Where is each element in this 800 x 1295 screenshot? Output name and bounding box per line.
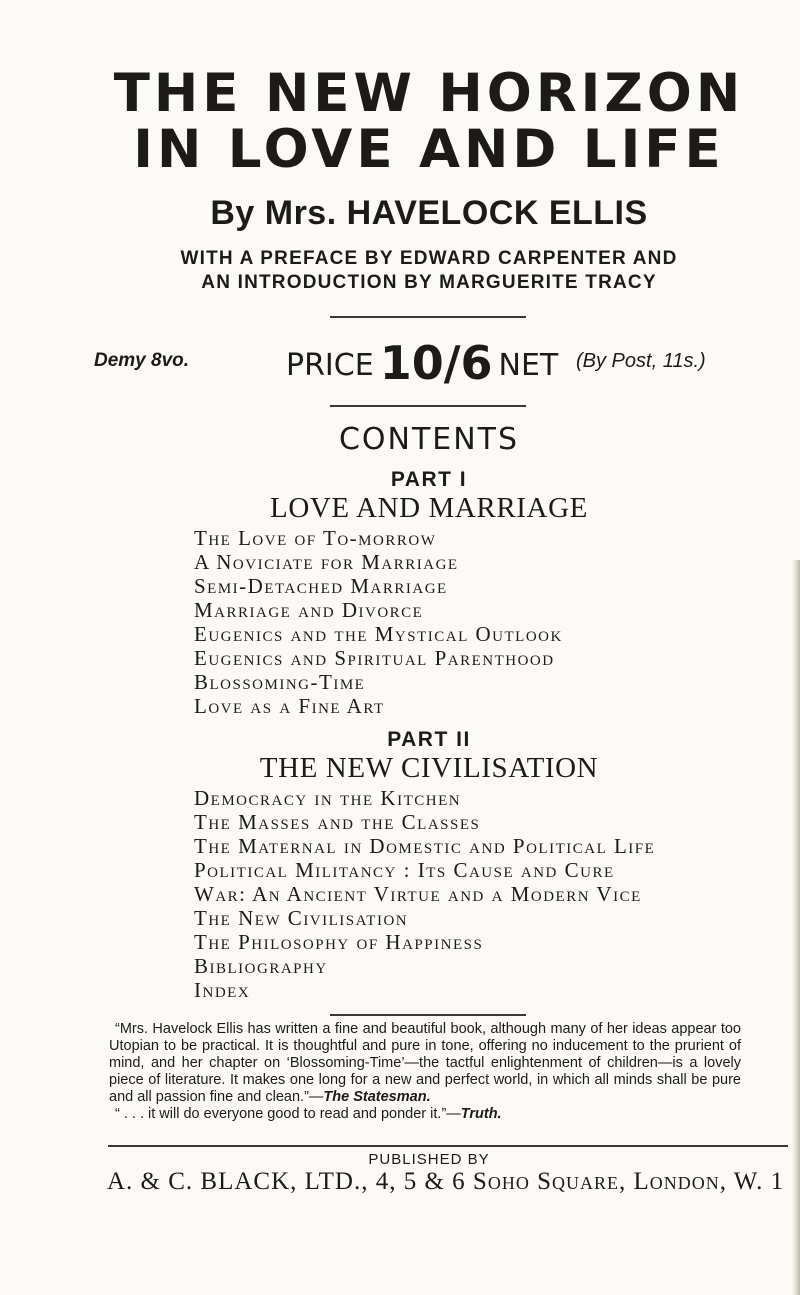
format-label: Demy 8vo. <box>94 350 190 371</box>
chapter-item: Bibliography <box>194 954 328 978</box>
book-title-line-2: IN LOVE AND LIFE <box>133 119 725 180</box>
part-label: PART II <box>387 728 471 751</box>
review-text: “Mrs. Havelock Ellis has written a fine and beautiful book, although many of her ideas appear too Utopian to be practical. It is thoughtful and pure in tone, offering no inducement to the prurient of mind, and her chapter on ‘Blossoming-Time’—the tactful enlightenment of children—is a lovely piece of literature. It makes one long for a new and perfect world, in which all minds shall be pure and all passion fine and clean.”— <box>109 1021 741 1105</box>
divider-rule <box>330 405 526 407</box>
part-title: LOVE AND MARRIAGE <box>270 492 588 524</box>
part-label: PART I <box>390 468 468 491</box>
press-reviews <box>109 1021 741 1123</box>
preface-line-1: WITH A PREFACE BY EDWARD CARPENTER AND <box>180 248 678 269</box>
published-by-label: PUBLISHED BY <box>368 1151 490 1168</box>
chapter-item: Blossoming-Time <box>194 670 366 694</box>
author-byline: By Mrs. HAVELOCK ELLIS <box>210 194 648 232</box>
contents-heading: CONTENTS <box>338 422 520 457</box>
review-text: “ . . . it will do everyone good to read and ponder it.”— <box>115 1106 461 1122</box>
review-quote <box>109 1106 741 1123</box>
chapter-item: The Masses and the Classes <box>194 810 481 834</box>
part-title: THE NEW CIVILISATION <box>259 752 599 784</box>
chapter-item: Index <box>194 978 251 1002</box>
publisher-line <box>107 1168 784 1196</box>
publisher-address: 4, 5 & 6 Soho Square, London, W. 1 <box>375 1168 785 1195</box>
book-title-line-1: THE NEW HORIZON <box>113 63 745 124</box>
divider-rule <box>108 1145 788 1147</box>
chapter-list <box>194 526 563 718</box>
chapter-item: War: An Ancient Virtue and a Modern Vice <box>194 882 642 906</box>
chapter-item: Eugenics and the Mystical Outlook <box>194 622 563 646</box>
price-suffix: NET <box>498 348 559 383</box>
chapter-item: Marriage and Divorce <box>194 598 424 622</box>
price-text <box>286 336 558 390</box>
divider-rule <box>330 316 526 318</box>
review-quote <box>109 1021 741 1106</box>
page-edge-shadow <box>792 560 800 1295</box>
chapter-item: Love as a Fine Art <box>194 694 385 718</box>
postage-note: (By Post, 11s.) <box>576 350 706 372</box>
chapter-item: The New Civilisation <box>194 906 409 930</box>
chapter-item: A Noviciate for Marriage <box>194 550 459 574</box>
divider-rule <box>330 1014 526 1016</box>
preface-line-2: AN INTRODUCTION BY MARGUERITE TRACY <box>201 272 657 293</box>
review-source: Truth. <box>460 1106 502 1122</box>
chapter-item: The Maternal in Domestic and Political Life <box>194 834 656 858</box>
price-label: PRICE <box>286 348 374 383</box>
publisher-name: A. & C. BLACK, LTD., <box>107 1168 369 1195</box>
chapter-item: Democracy in the Kitchen <box>194 786 462 810</box>
chapter-item: The Philosophy of Happiness <box>194 930 484 954</box>
price-row <box>0 330 800 390</box>
chapter-item: Eugenics and Spiritual Parenthood <box>194 646 555 670</box>
chapter-item: Political Militancy : Its Cause and Cure <box>194 858 615 882</box>
chapter-item: Semi-Detached Marriage <box>194 574 448 598</box>
review-source: The Statesman. <box>323 1089 431 1105</box>
chapter-list <box>194 786 655 1002</box>
chapter-item: The Love of To-morrow <box>194 526 437 550</box>
price-amount: 10/6 <box>379 336 493 390</box>
